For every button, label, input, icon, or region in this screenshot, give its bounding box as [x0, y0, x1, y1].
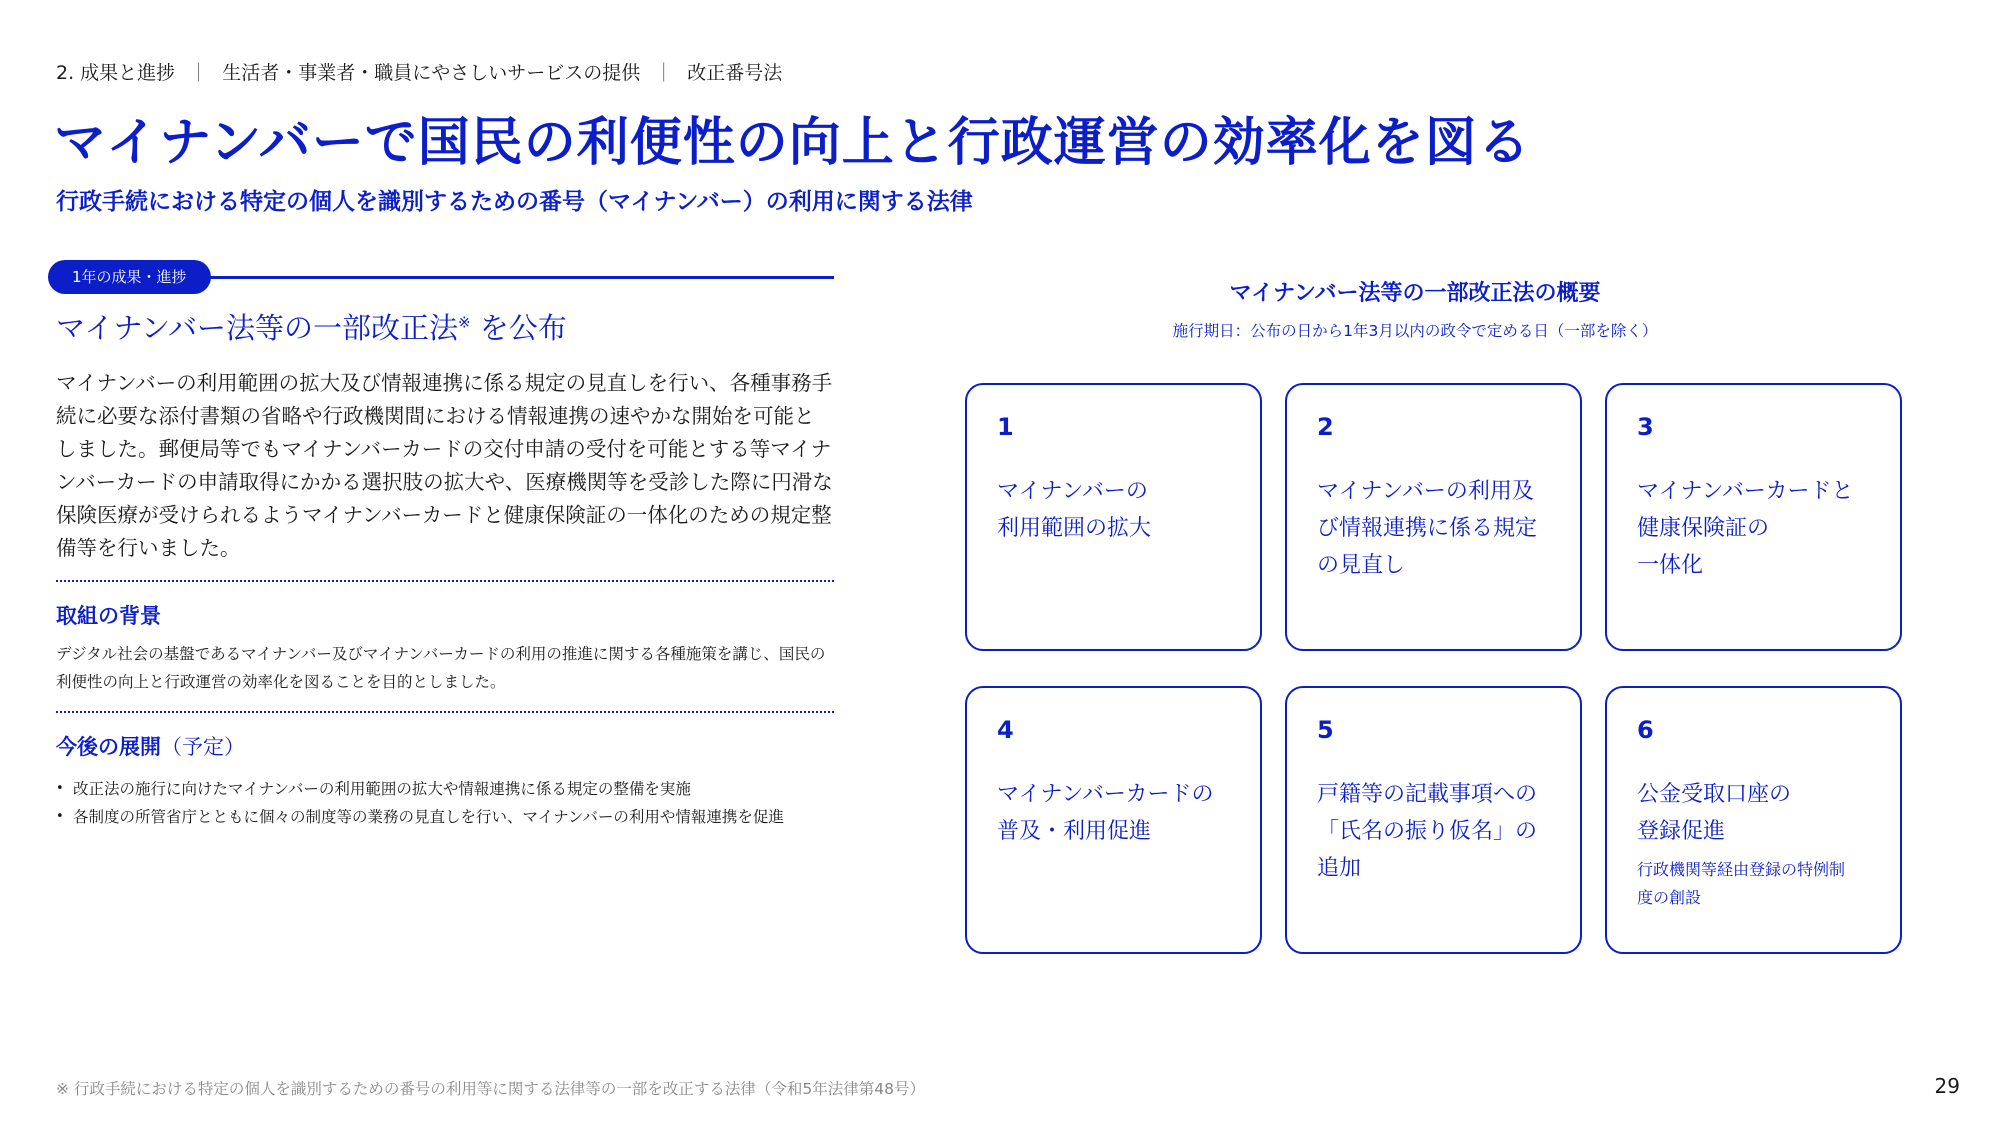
future-heading-note: （予定）	[161, 735, 245, 759]
background-text: デジタル社会の基盤であるマイナンバー及びマイナンバーカードの利用の推進に関する各種施策を講じ、国民の利便性の向上と行政運営の効率化を図ることを目的としました。	[56, 645, 826, 691]
section-heading-text: マイナンバー法等の一部改正法	[56, 311, 458, 345]
breadcrumb-item: 生活者・事業者・職員にやさしいサービスの提供	[222, 62, 641, 84]
overview-card-2	[1285, 383, 1582, 651]
card-text: マイナンバーカードの 普及・利用促進	[997, 782, 1214, 844]
breadcrumb-item: 改正番号法	[687, 62, 783, 84]
page-number: 29	[1934, 1074, 1960, 1098]
background-heading: 取組の背景	[56, 604, 161, 628]
card-number: 1	[997, 413, 1014, 441]
dotted-divider	[56, 580, 834, 582]
card-number: 4	[997, 716, 1014, 744]
list-item: • 改正法の施行に向けたマイナンバーの利用範囲の拡大や情報連携に係る規定の整備を実施	[56, 775, 834, 803]
list-item: • 各制度の所管省庁とともに個々の制度等の業務の見直しを行い、マイナンバーの利用や情報連携を促進	[56, 803, 834, 831]
page-title: マイナンバーで国民の利便性の向上と行政運営の効率化を図る	[54, 113, 1531, 173]
card-text: マイナンバーの利用及 び情報連携に係る規定 の見直し	[1317, 479, 1538, 578]
card-text: マイナンバーの 利用範囲の拡大	[997, 479, 1152, 541]
achievements-panel	[56, 260, 834, 831]
card-text: 戸籍等の記載事項への 「氏名の振り仮名」の 追加	[1317, 782, 1538, 881]
badge-row	[56, 260, 834, 294]
overview-card-6	[1605, 686, 1902, 954]
badge-divider	[206, 276, 834, 279]
lead-paragraph: マイナンバーの利用範囲の拡大及び情報連携に係る規定の見直しを行い、各種事務手続に必要な添付書類の省略や行政機関間における情報連携の速やかな開始を可能としました。郵便局等でもマイナンバーカードの交付申請の受付を可能とする等マイナンバーカードの申請取得にかかる選択肢の拡大や、医療機関等を受診した際に円滑な保険医療が受けられるようマイナンバーカードと健康保険証の一体化のための規定整備等を行いました。	[56, 371, 833, 560]
breadcrumb-separator: ｜	[654, 62, 674, 84]
footnote-mark: ※	[457, 313, 471, 332]
card-text: 公金受取口座の 登録促進	[1637, 782, 1792, 844]
future-heading	[56, 731, 834, 761]
breadcrumb-item: 2. 成果と進捗	[56, 62, 176, 84]
future-list	[56, 775, 834, 831]
card-number: 3	[1637, 413, 1654, 441]
card-number: 5	[1317, 716, 1334, 744]
progress-badge: 1年の成果・進捗	[48, 260, 211, 294]
overview-card-5	[1285, 686, 1582, 954]
page-subtitle: 行政手続における特定の個人を識別するための番号（マイナンバー）の利用に関する法律	[56, 189, 973, 215]
future-heading-text: 今後の展開	[56, 735, 161, 759]
section-heading-suffix: を公布	[470, 311, 567, 345]
breadcrumb	[56, 58, 782, 85]
card-number: 2	[1317, 413, 1334, 441]
section-heading	[56, 306, 834, 347]
footnote: ※ 行政手続における特定の個人を識別するための番号の利用等に関する法律等の一部を改正する法律（令和5年法律第48号）	[56, 1080, 926, 1098]
overview-effective-date: 施行期日：公布の日から1年3月以内の政令で定める日（一部を除く）	[1172, 322, 1658, 340]
dotted-divider	[56, 711, 834, 713]
card-number: 6	[1637, 716, 1654, 744]
overview-card-1	[965, 383, 1262, 651]
card-text: マイナンバーカードと 健康保険証の 一体化	[1637, 479, 1854, 578]
overview-card-3	[1605, 383, 1902, 651]
breadcrumb-separator: ｜	[189, 62, 209, 84]
card-note: 行政機関等経由登録の特例制 度の創設	[1637, 860, 1846, 907]
overview-title: マイナンバー法等の一部改正法の概要	[1229, 281, 1601, 306]
overview-card-4	[965, 686, 1262, 954]
